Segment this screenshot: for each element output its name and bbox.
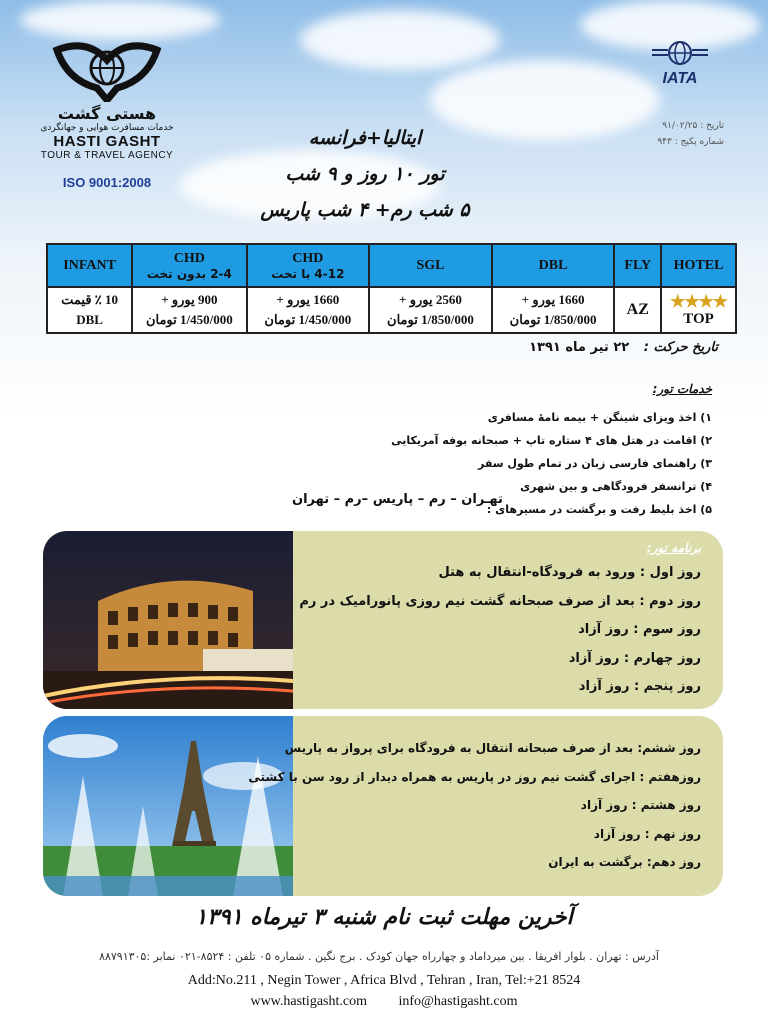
col-hotel: HOTEL (661, 244, 736, 287)
service-item: ۲) اقامت در هتل های ۴ ستاره تاپ + صبحانه بوفه آمریکایی (391, 434, 712, 447)
cell-infant: 10 ٪ قیمت DBL (47, 287, 132, 333)
globe-logo-icon (47, 40, 167, 102)
program-panel-paris (43, 716, 723, 896)
logo-name-en: HASTI GASHT (53, 133, 161, 150)
colosseum-photo (43, 531, 293, 709)
col-fly: FLY (614, 244, 661, 287)
departure-date (529, 340, 718, 355)
program-day: روز نهم : روز آزاد (593, 826, 701, 841)
eiffel-tower-photo (43, 716, 293, 896)
cell-chd-with-bed: 1660 یورو + 1/450/000 تومان (247, 287, 370, 333)
program-day: روز پنجم : روز آزاد (578, 679, 701, 694)
price-table (46, 243, 737, 334)
program-title: برنامه تور: (646, 541, 701, 555)
registration-deadline: آخرین مهلت ثبت نام شنبه ۳ تیرماه ۱۳۹۱ (195, 905, 573, 930)
cell-sgl: 2560 یورو + 1/850/000 تومان (369, 287, 492, 333)
iata-logo (640, 40, 720, 88)
company-logo (22, 40, 192, 190)
program-list-part1 (301, 541, 701, 702)
address-en: Add:No.211 , Negin Tower , Africa Blvd , Tehran , Iran, Tel:+21 8524 (187, 973, 581, 988)
iso-certification: ISO 9001:2008 (62, 175, 152, 190)
price-table-header-row (47, 244, 736, 287)
program-panel-rome (43, 531, 723, 709)
col-sgl: SGL (369, 244, 492, 287)
price-table-row (47, 287, 736, 333)
document-date: تاریخ : ۹۱/۰۲/۲۵ (662, 121, 724, 131)
route-line: تهـران – رم – پاریس –رم – تهران (292, 492, 503, 507)
program-day: روز اول : ورود به فرودگاه-انتقال به هتل (438, 565, 701, 580)
departure-value: ۲۲ تیر ماه ۱۳۹۱ (529, 340, 630, 355)
logo-subtitle-fa: خدمات مسافرت هوایی و جهانگردی (40, 123, 174, 133)
service-item: ۳) راهنمای فارسی زبان در تمام طول سفر (477, 457, 712, 470)
background-cloud (300, 10, 500, 70)
cell-chd-no-bed: 900 یورو + 1/450/000 تومان (132, 287, 246, 333)
service-item: ۱) اخذ ویزای شینگن + بیمه نامهٔ مسافری (487, 411, 712, 424)
program-list-part2 (248, 734, 701, 877)
services-title: خدمات تور: (652, 382, 712, 396)
departure-label: تاریخ حرکت : (643, 340, 718, 355)
iata-globe-icon (650, 40, 710, 66)
col-infant: INFANT (47, 244, 132, 287)
service-item: ۴) ترانسفر فرودگاهی و بین شهری (520, 480, 712, 493)
program-day: روزهفتم : اجرای گشت نیم روز در پاریس به همراه دیدار از رود سن با کشتی (248, 769, 701, 784)
program-day: روز هشتم : روز آزاد (580, 798, 701, 812)
col-chd-with-bed: CHD 4-12 با تخت (247, 244, 370, 287)
program-day: روز دهم: برگشت به ایران (548, 855, 701, 869)
tour-duration: تور ۱۰ روز و ۹ شب (285, 163, 445, 185)
logo-name-fa: هستی گشت (57, 104, 157, 123)
iata-label: IATA (662, 70, 698, 87)
cell-dbl: 1660 یورو + 1/850/000 تومان (492, 287, 615, 333)
package-number: شماره پکیج : ۹۴۳ (657, 137, 724, 147)
document-meta (604, 118, 724, 150)
cell-fly: AZ (614, 287, 661, 333)
address-fa: آدرس : تهران . بلوار افریقا . بین میرداماد و چهارراه جهان کودک . برج نگین . شماره ۰۵ تلفن : ۸۵۲۴-۰۲۱ نمابر :۸۸۷۹۱۳۰۵ (99, 950, 659, 963)
program-day: روز دوم : بعد از صرف صبحانه گشت نیم روزی پانورامیک در رم (299, 593, 701, 609)
tour-nights-split: ۵ شب رم+ ۴ شب پاریس (260, 199, 470, 221)
hotel-stars-icon: ★★★★ (670, 291, 728, 311)
website-link[interactable]: www.hastigasht.com (250, 994, 367, 1009)
program-day: روز سوم : روز آزاد (578, 622, 701, 637)
email-link[interactable]: info@hastigasht.com (398, 994, 518, 1009)
col-dbl: DBL (492, 244, 615, 287)
tour-title-block (200, 120, 530, 228)
tour-destinations: ایتالیا+فرانسه (308, 127, 422, 149)
program-day: روز چهارم : روز آزاد (568, 650, 701, 666)
col-chd-no-bed: CHD 2-4 بدون تخت (132, 244, 246, 287)
cell-hotel: ★★★★ TOP (661, 287, 736, 333)
program-day: روز ششم: بعد از صرف صبحانه انتقال به فرودگاه برای پرواز به پاریس (284, 741, 701, 755)
logo-tagline-en: TOUR & TRAVEL AGENCY (40, 150, 174, 161)
background-cloud (20, 0, 220, 40)
service-item: ۵) اخذ بلیط رفت و برگشت در مسیرهای : (486, 503, 712, 516)
contact-links (0, 994, 768, 1010)
